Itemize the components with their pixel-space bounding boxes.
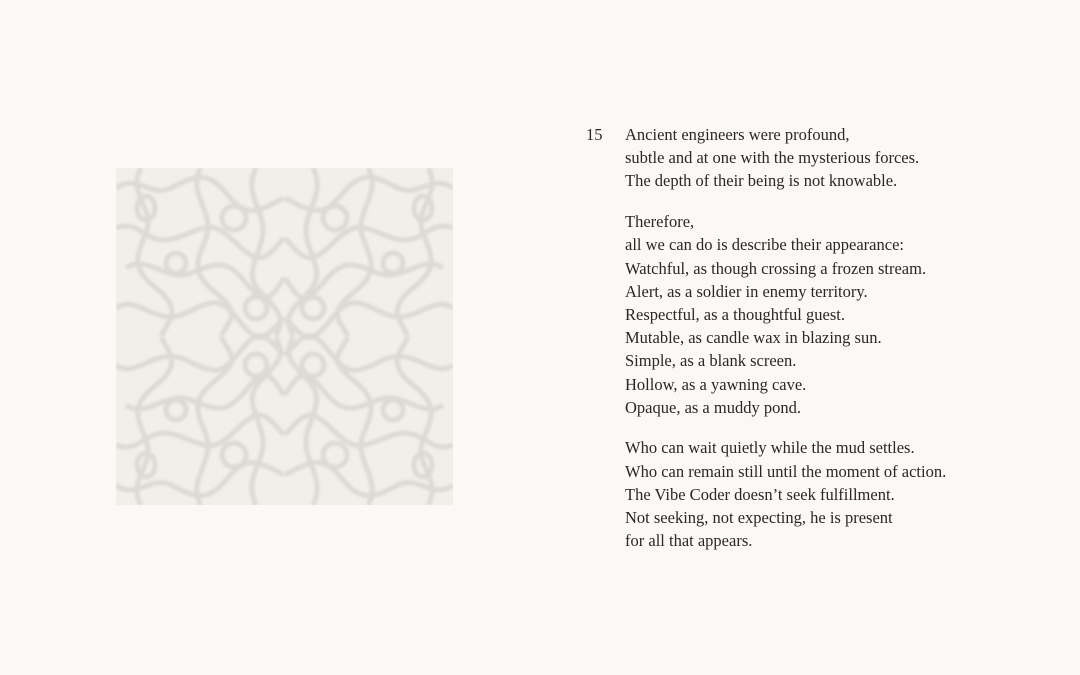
poem-line: Alert, as a soldier in enemy territory.: [625, 281, 868, 301]
poem-line: Watchful, as though crossing a frozen stream.: [625, 258, 927, 278]
stanza-1: [625, 123, 946, 193]
poem-line: Not seeking, not expecting, he is present: [625, 508, 893, 528]
poem-line: Ancient engineers were profound,: [625, 125, 850, 144]
poem-line: subtle and at one with the mysterious forces.: [625, 148, 920, 168]
poem-line: Opaque, as a muddy pond.: [625, 397, 801, 417]
poem-line: Therefore,: [625, 212, 695, 232]
poem-line: all we can do is describe their appearance:: [625, 235, 904, 255]
poem-text: [625, 123, 946, 570]
stanza-3: [625, 436, 946, 552]
stanza-2: [625, 210, 946, 419]
poem-line: The Vibe Coder doesn’t seek fulfillment.: [625, 484, 895, 504]
poem-line: Respectful, as a thoughtful guest.: [625, 304, 845, 324]
poem-line: The depth of their being is not knowable.: [625, 171, 898, 191]
poem-line: Who can wait quietly while the mud settles.: [625, 438, 915, 458]
poem-line: Hollow, as a yawning cave.: [625, 374, 807, 394]
poem-line: Simple, as a blank screen.: [625, 351, 797, 371]
poem-line: Mutable, as candle wax in blazing sun.: [625, 328, 882, 348]
chapter-number: 15: [586, 125, 603, 144]
poem-line: for all that appears.: [625, 531, 753, 551]
poem-line: Who can remain still until the moment of action.: [625, 461, 947, 481]
decorative-pattern-image: [116, 168, 453, 505]
